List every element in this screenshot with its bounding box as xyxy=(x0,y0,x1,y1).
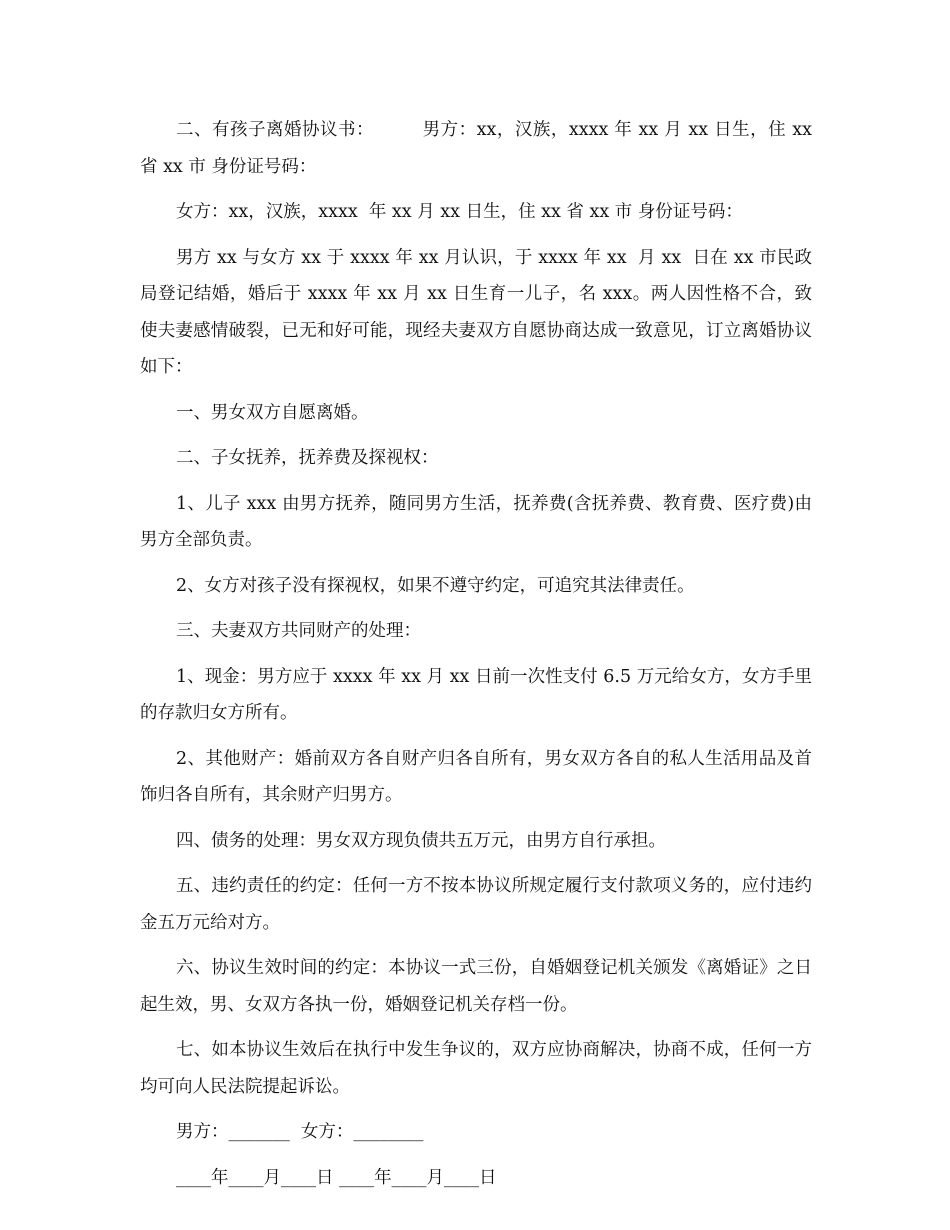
paragraph-clause-3: 三、夫妻双方共同财产的处理： xyxy=(176,621,421,641)
paragraph-background: 男方 xx 与女方 xx 于 xxxx 年 xx 月认识，于 xxxx 年 xx 月 xx 日在 xx 市民政局登记结婚，婚后于 xxxx 年 xx 月 xx 日生育一儿子，名 xxx。两人因性格不合，致使夫妻感情破裂，已无和好可能，现经夫妻双方自愿协商达成一致意见，订立离婚协议如下： xyxy=(140,247,813,377)
paragraph-clause-1: 一、男女双方自愿离婚。 xyxy=(176,402,369,423)
paragraph-wife-info: 女方：xx，汉族，xxxx 年 xx 月 xx 日生，住 xx 省 xx 市 身份证号码： xyxy=(176,202,743,222)
signature-line: 男方：_______ 女方：________ xyxy=(176,1122,424,1142)
document-body xyxy=(140,112,818,1205)
paragraph-clause-3-1: 1、现金：男方应于 xxxx 年 xx 月 xx 日前一次性支付 6.5 万元给女方，女方手里的存款归女方所有。 xyxy=(140,666,812,723)
paragraph-clause-7: 七、如本协议生效后在执行中发生争议的，双方应协商解决，协商不成，任何一方均可向人民法院提起诉讼。 xyxy=(140,1040,812,1097)
paragraph-clause-2-1: 1、儿子 xxx 由男方抚养，随同男方生活，抚养费(含抚养费、教育费、医疗费)由男方全部负责。 xyxy=(140,493,812,550)
paragraph-clause-2-2: 2、女方对孩子没有探视权，如果不遵守约定，可追究其法律责任。 xyxy=(176,575,695,596)
date-line: ____年____月____日 ____年____月____日 xyxy=(176,1167,497,1188)
paragraph-clause-3-2: 2、其他财产：婚前双方各自财产归各自所有，男女双方各自的私人生活用品及首饰归各自所有，其余财产归男方。 xyxy=(140,748,812,805)
paragraph-intro: 二、有孩子离婚协议书： 男方：xx，汉族，xxxx 年 xx 月 xx 日生，住 xx 省 xx 市 身份证号码： xyxy=(140,120,818,177)
paragraph-clause-6: 六、协议生效时间的约定：本协议一式三份，自婚姻登记机关颁发《离婚证》之日起生效，男、女双方各执一份，婚姻登记机关存档一份。 xyxy=(140,958,812,1015)
paragraph-clause-4: 四、债务的处理：男女双方现负债共五万元，由男方自行承担。 xyxy=(176,830,666,851)
paragraph-clause-5: 五、违约责任的约定：任何一方不按本协议所规定履行支付款项义务的，应付违约金五万元给对方。 xyxy=(140,876,812,933)
paragraph-clause-2: 二、子女抚养，抚养费及探视权： xyxy=(176,448,439,468)
